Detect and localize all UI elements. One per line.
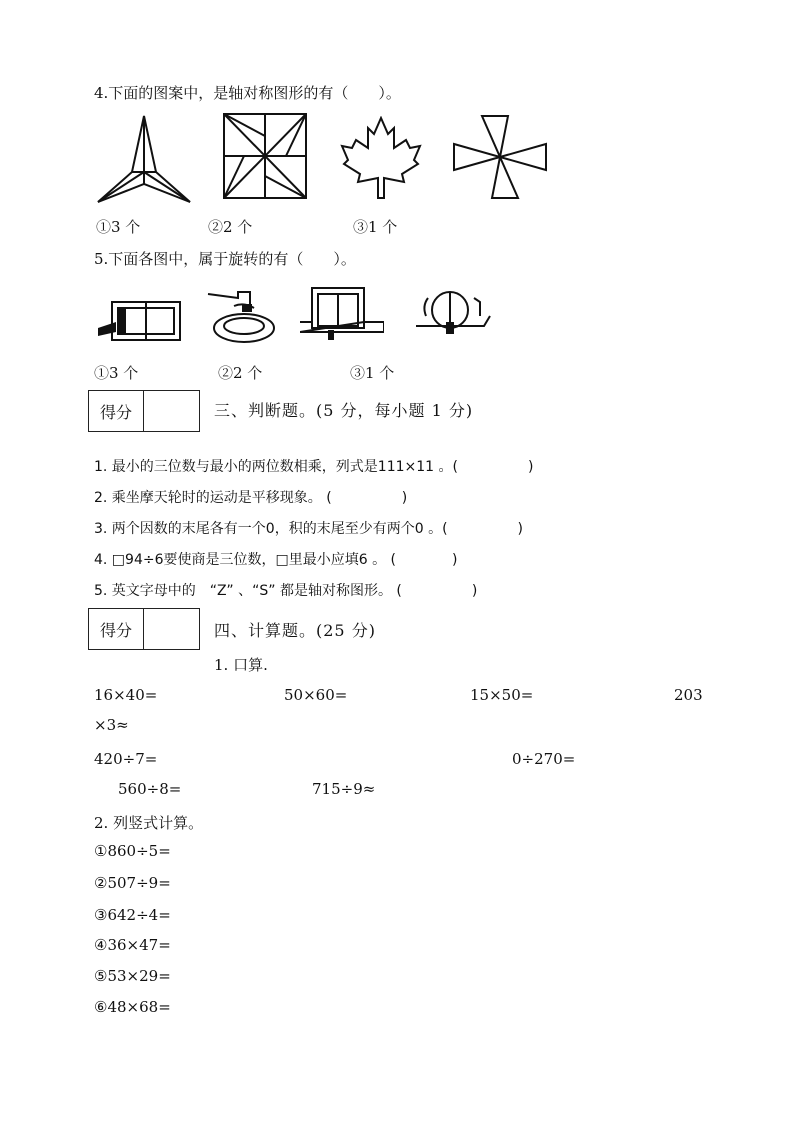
q5-option-2: ②2 个: [218, 364, 263, 382]
judge-item-4: 4. □94÷6要使商是三位数，□里最小应填6 。 ( ): [94, 552, 458, 568]
oral-item: 50×60=: [284, 686, 348, 704]
oral-item: 203: [674, 686, 703, 704]
q5-stem: 5.下面各图中，属于旋转的有（ ）。: [94, 250, 356, 268]
window-figure: [300, 284, 384, 344]
judge-item-5: 5. 英文字母中的 “Z” 、“S” 都是轴对称图形。 ( ): [94, 583, 478, 599]
q5-option-1: ①3 个: [94, 364, 139, 382]
star-figure: [96, 114, 192, 206]
steering-wheel-figure: [414, 286, 494, 342]
oral-item: 715÷9≈: [312, 780, 376, 798]
faucet-basin-figure: [204, 288, 280, 346]
drawer-figure: [96, 296, 184, 346]
score-label: 得分: [89, 391, 144, 431]
q5-option-3: ③1 个: [350, 364, 395, 382]
flower-figure: [452, 114, 548, 200]
q4-option-3: ③1 个: [353, 218, 398, 236]
vertical-item: ⑥48×68=: [94, 998, 171, 1016]
section4-title: 四、计算题。(25 分): [214, 621, 376, 640]
oral-item: 560÷8=: [118, 780, 182, 798]
pinwheel-figure: [222, 112, 308, 200]
q4-stem: 4.下面的图案中，是轴对称图形的有（ ）。: [94, 84, 401, 102]
vertical-item: ②507÷9=: [94, 874, 171, 892]
score-box-section4: [88, 608, 200, 650]
oral-item: 15×50=: [470, 686, 534, 704]
vertical-item: ①860÷5=: [94, 842, 171, 860]
q4-option-2: ②2 个: [208, 218, 253, 236]
oral-item: 420÷7=: [94, 750, 158, 768]
oral-item-wrap: ×3≈: [94, 716, 129, 734]
section3-title: 三、判断题。(5 分，每小题 1 分): [214, 401, 474, 420]
q4-option-1: ①3 个: [96, 218, 141, 236]
judge-item-1: 1. 最小的三位数与最小的两位数相乘，列式是111×11 。( ): [94, 459, 534, 475]
vertical-heading: 2. 列竖式计算。: [94, 814, 204, 832]
oral-item: 16×40=: [94, 686, 158, 704]
vertical-item: ④36×47=: [94, 936, 171, 954]
vertical-item: ⑤53×29=: [94, 967, 171, 985]
judge-item-2: 2. 乘坐摩天轮时的运动是平移现象。 ( ): [94, 490, 408, 506]
oral-heading: 1. 口算.: [214, 656, 268, 674]
vertical-item: ③642÷4=: [94, 906, 171, 924]
judge-item-3: 3. 两个因数的末尾各有一个0，积的末尾至少有两个0 。( ): [94, 521, 523, 537]
oral-item: 0÷270=: [512, 750, 576, 768]
score-box-section3: [88, 390, 200, 432]
score-label: 得分: [89, 609, 144, 649]
score-blank[interactable]: [144, 609, 199, 649]
maple-leaf-figure: [340, 116, 422, 200]
score-blank[interactable]: [144, 391, 199, 431]
